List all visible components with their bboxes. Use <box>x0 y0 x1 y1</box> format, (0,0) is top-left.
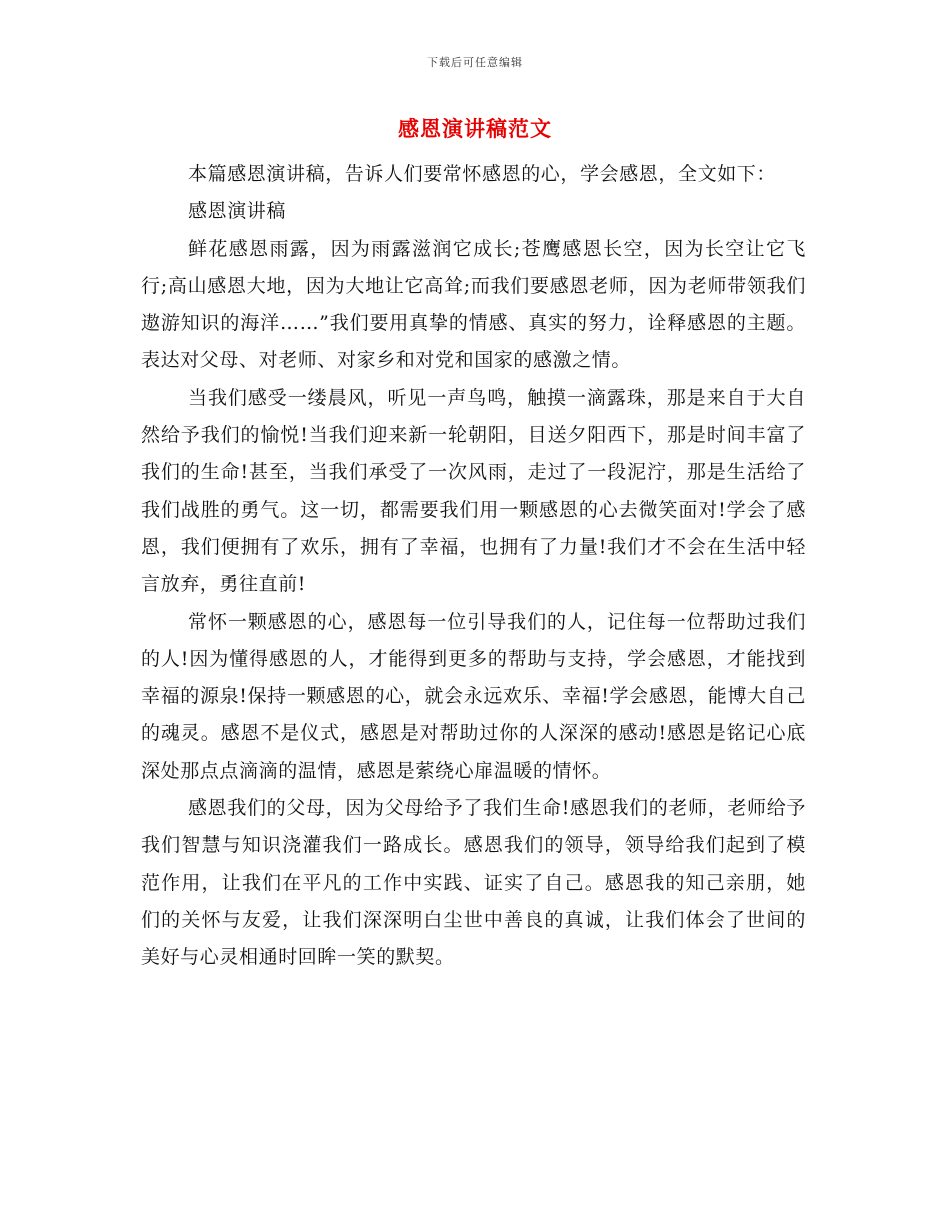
header-note: 下载后可任意编辑 <box>427 56 523 69</box>
paragraph: 常怀一颗感恩的心，感恩每一位引导我们的人，记住每一位帮助过我们的人!因为懂得感恩的人，才能得到更多的帮助与支持，学会感恩，才能找到幸福的源泉!保持一颗感恩的心，就会永远欢乐、幸福!学会感恩，能博大自己的魂灵。感恩不是仪式，感恩是对帮助过你的人深深的感动!感恩是铭记心底深处那点点滴滴的温情，感恩是萦绕心扉温暖的情怀。 <box>141 610 806 782</box>
paragraph-intro: 本篇感恩演讲稿，告诉人们要常怀感恩的心，学会感恩，全文如下： <box>188 163 777 185</box>
paragraph-subtitle: 感恩演讲稿 <box>188 200 287 223</box>
document-body <box>141 156 806 977</box>
document-title: 感恩演讲稿范文 <box>398 117 552 141</box>
paragraph: 当我们感受一缕晨风，听见一声鸟鸣，触摸一滴露珠，那是来自于大自然给予我们的愉悦!当我们迎来新一轮朝阳，目送夕阳西下，那是时间丰富了我们的生命!甚至，当我们承受了一次风雨，走过了一段泥泞，那是生活给了我们战胜的勇气。这一切，都需要我们用一颗感恩的心去微笑面对!学会了感恩，我们便拥有了欢乐，拥有了幸福，也拥有了力量!我们才不会在生活中轻言放弃，勇往直前! <box>141 386 806 596</box>
paragraph: 鲜花感恩雨露，因为雨露滋润它成长;苍鹰感恩长空，因为长空让它飞行;高山感恩大地，因为大地让它高耸;而我们要感恩老师，因为老师带领我们遨游知识的海洋……”我们要用真挚的情感、真实的努力，诠释感恩的主题。表达对父母、对老师、对家乡和对党和国家的感激之情。 <box>141 237 806 372</box>
paragraph: 感恩我们的父母，因为父母给予了我们生命!感恩我们的老师，老师给予我们智慧与知识浇灌我们一路成长。感恩我们的领导，领导给我们起到了模范作用，让我们在平凡的工作中实践、证实了自己。感恩我的知己亲朋，她们的关怀与友爱，让我们深深明白尘世中善良的真诚，让我们体会了世间的美好与心灵相通时回眸一笑的默契。 <box>141 797 806 969</box>
